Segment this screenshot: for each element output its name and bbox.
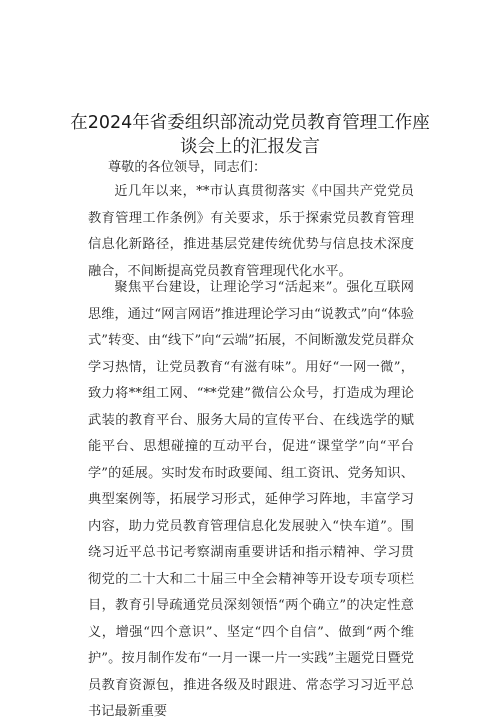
document-title-line-1: 在2024年省委组织部流动党员教育管理工作座: [70, 113, 430, 133]
paragraph-platform-building: 聚焦平台建设，让理论学习“活起来”。强化互联网思维，通过“网言网语”推进理论学习由“说教式”向“体验式”转变、由“线下”向“云端”拓展，不间断激发党员群众学习热情，让党员教育“有滋有味”。用好“一网一微”，致力将**组工网、“**党建”微信公众号，打造成为理论武装的教育平台、服务大局的宣传平台、在线选学的赋能平台、思想碰撞的互动平台，促进“课堂学”向“平台学”的延展。实时发布时政要闻、组工资讯、党务知识、典型案例等，拓展学习形式，延伸学习阵地，丰富学习内容，助力党员教育管理信息化发展驶入“快车道”。围绕习近平总书记考察湖南重要讲话和指示精神、学习贯彻党的二十大和二十届三中全会精神等开设专项专项栏目，教育引导疏通党员深刻领悟“两个确立”的决定性意义，增强“四个意识”、坚定“四个自信”、做到“两个维护”。按月制作发布“一月一课一片一实践”主题党日暨党员教育资源包，推进各级及时跟进、常态学习习近平总书记最新重要: [88, 280, 414, 719]
document-title-line-2: 谈会上的汇报发言: [180, 137, 320, 157]
paragraph-intro: 近几年以来，**市认真贯彻落实《中国共产党党员教育管理工作条例》有关要求，乐于探索党员教育管理信息化新路径，推进基层党建传统优势与信息技术深度融合，不间断提高党员教育管理现代化水平。: [88, 184, 414, 279]
salutation: 尊敬的各位领导，同志们：: [108, 160, 267, 175]
